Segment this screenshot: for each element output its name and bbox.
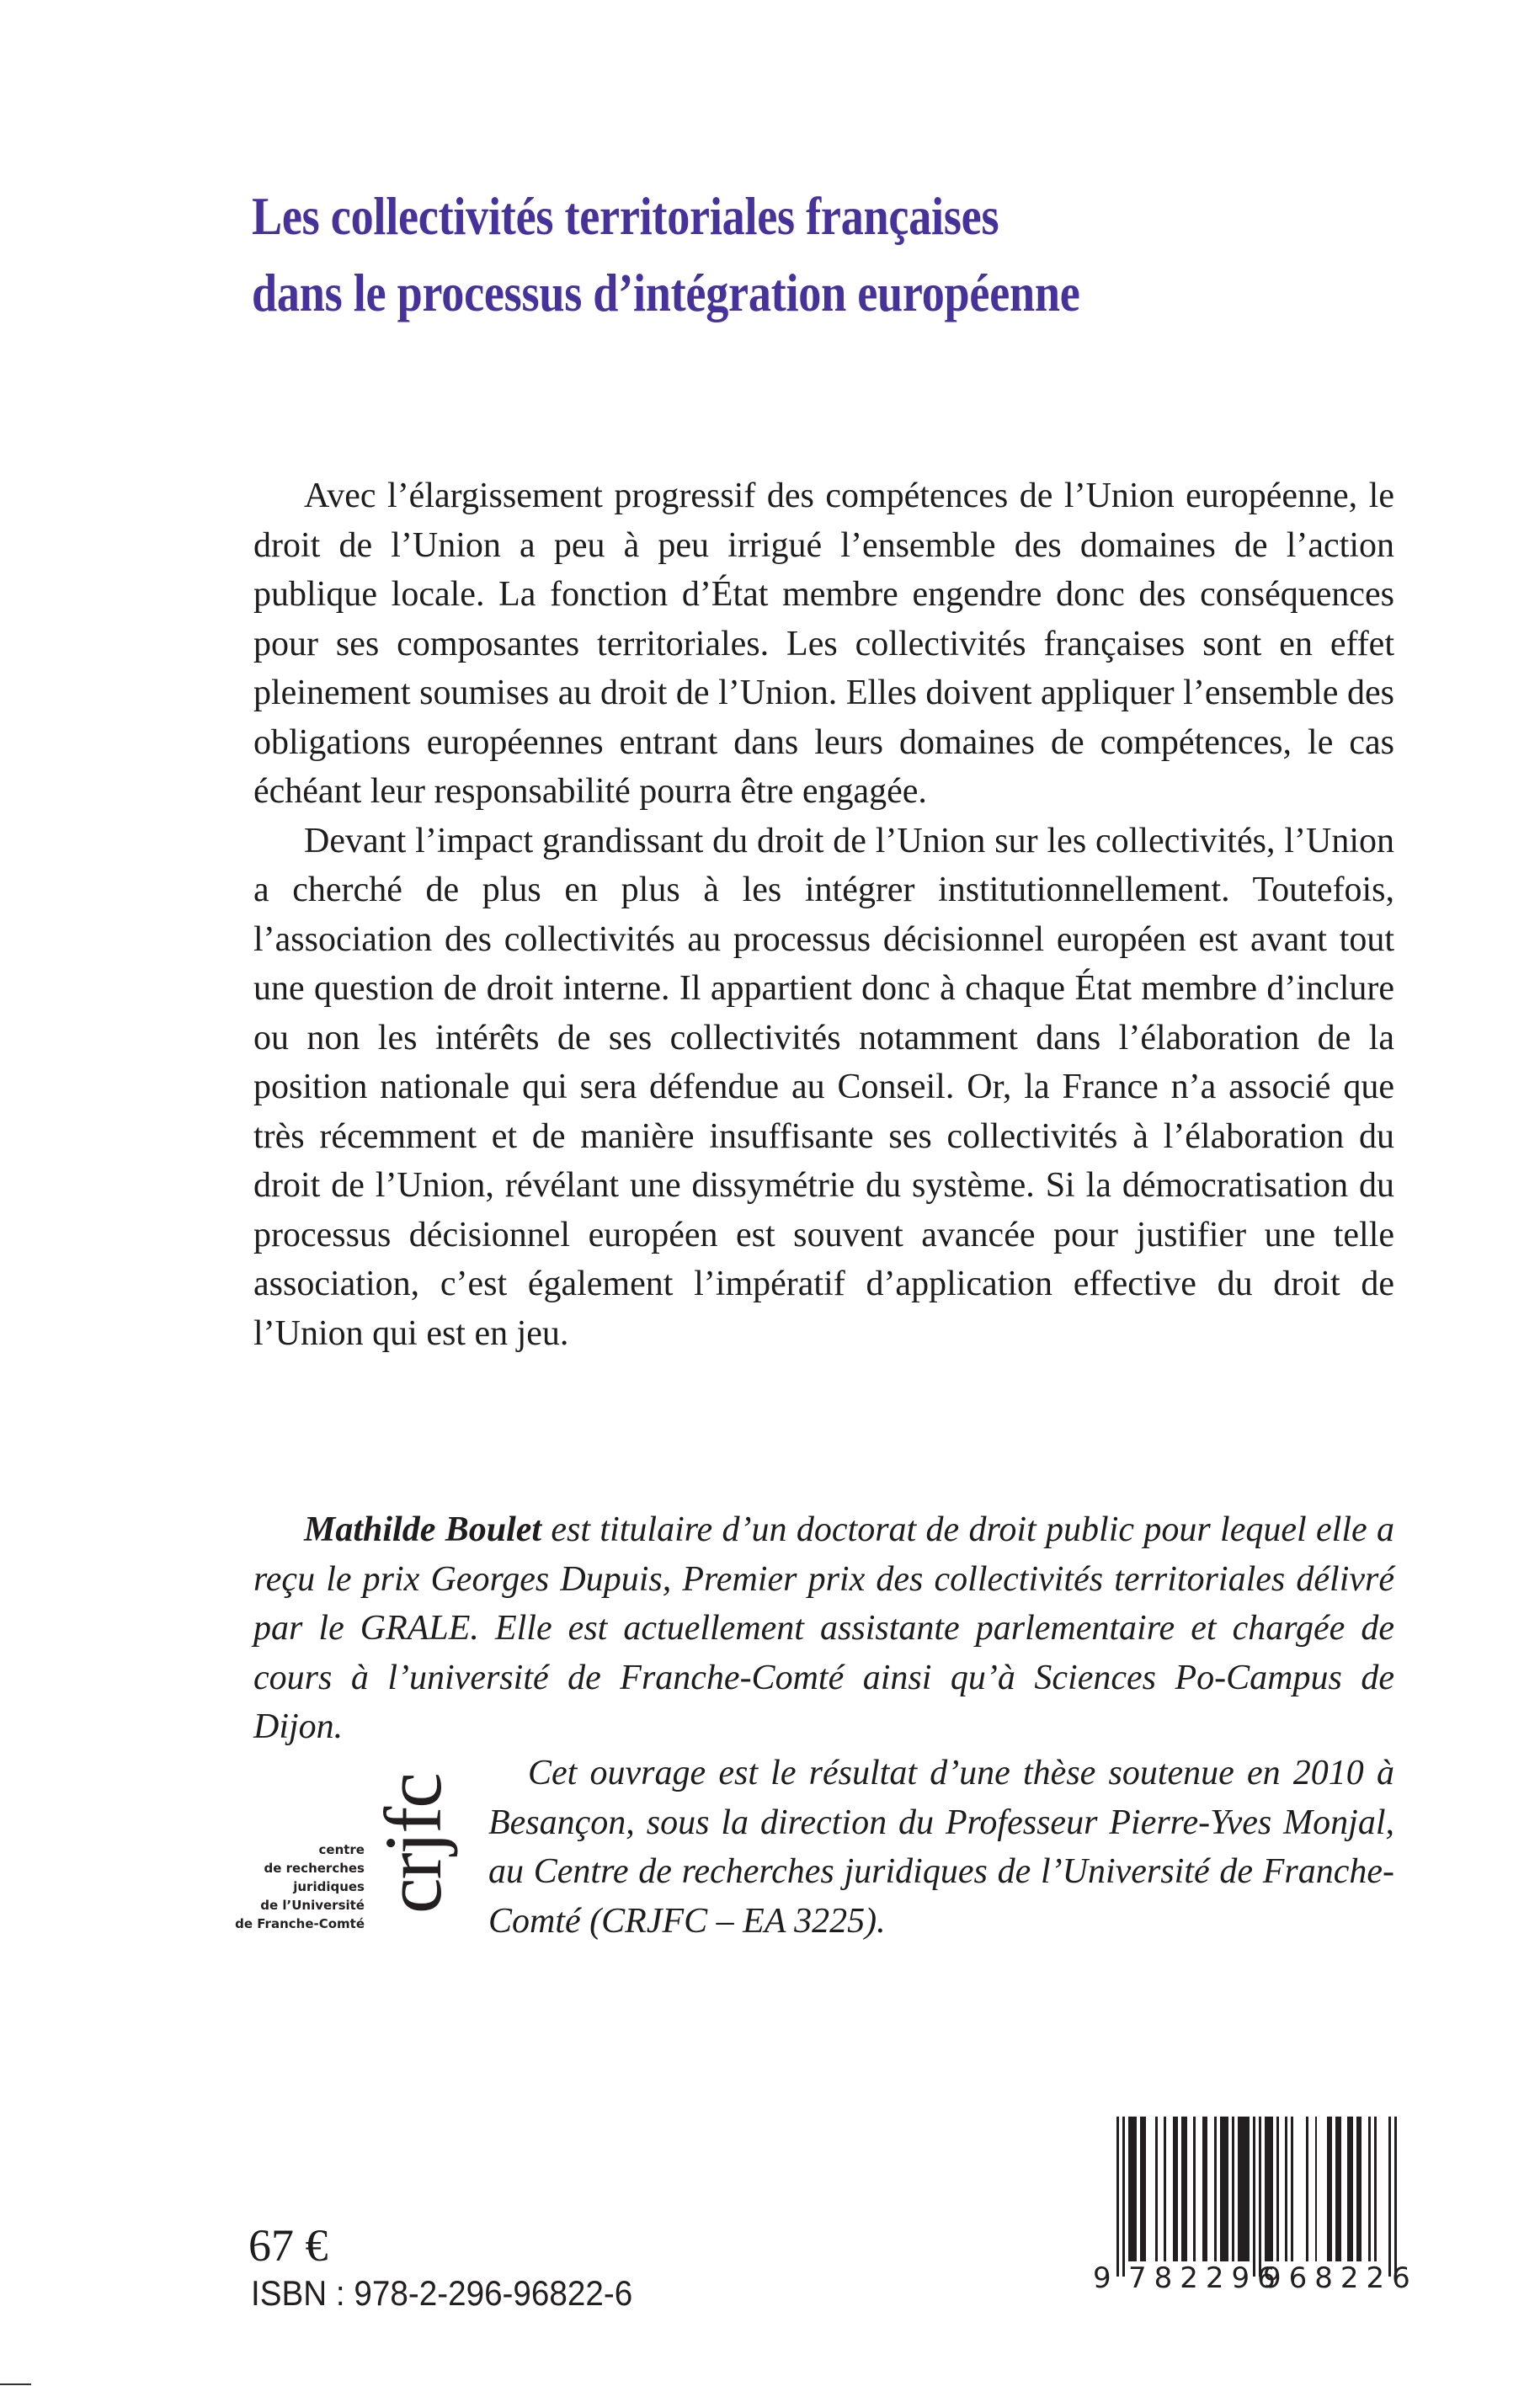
thesis-note <box>488 1749 1394 1946</box>
summary-paragraph-2: Devant l’impact grandissant du droit de l’Union sur les collectivités, l’Union a cherché de plus en plus à les intégrer institutionnellement. Toutefois, l’association des collectivités au processus décisionnel européen est avant tout une question de droit interne. Il appartient donc à chaque État membre d’inclure ou non les intérêts de ses collectivités notamment dans l’élaboration de la position nationale qui sera défendue au Conseil. Or, la France n’a associé que très récemment et de manière insuffisante ses collectivités à l’élaboration du droit de l’Union, révélant une dissymétrie du système. Si la démocratisation du processus décisionnel européen est souvent avancée pour justifier une telle association, c’est également l’impératif d’application effective du droit de l’Union qui est en jeu. <box>253 821 1394 1353</box>
author-bio-text: est titulaire d’un doctorat de droit public pour lequel elle a reçu le prix Georges Dupuis, Premier prix des collectivités territoriales délivré par le GRALE. Elle est actuellement assistante parlementaire et chargée de cours à l’université de Franche-Comté ainsi qu’à Sciences Po-Campus de Dijon. <box>253 1510 1394 1746</box>
logo-caption-line: centre <box>318 1842 365 1857</box>
barcode-bar <box>1315 2117 1318 2261</box>
isbn: ISBN : 978-2-296-96822-6 <box>251 2273 633 2313</box>
barcode-bar <box>1220 2117 1228 2261</box>
book-title-line-2: dans le processus d’intégration européenne <box>252 264 1080 322</box>
barcode-bar <box>1181 2117 1186 2261</box>
author-name: Mathilde Boulet <box>304 1510 542 1549</box>
barcode-bar <box>1164 2117 1166 2261</box>
barcode-bar <box>1335 2117 1340 2261</box>
logo-caption-line: de l’Université <box>260 1898 365 1913</box>
logo-caption-line: de recherches <box>264 1861 365 1876</box>
thesis-note-paragraph: Cet ouvrage est le résultat d’une thèse soutenue en 2010 à Besançon, sous la direction du Professeur Pierre-Yves Monjal, au Centre de recherches juridiques de l’Université de Franche-Comté (CRJFC – EA 3225). <box>488 1754 1394 1941</box>
barcode-bar <box>1116 2117 1119 2277</box>
barcode-bar <box>1368 2117 1371 2261</box>
crjfc-logo-mark: crjfc <box>368 1774 458 1914</box>
barcode-bar <box>1259 2117 1261 2277</box>
barcode-bar <box>1374 2117 1377 2261</box>
barcode-bar <box>1214 2117 1217 2261</box>
author-bio <box>253 1505 1394 1752</box>
barcode-bar <box>1265 2117 1273 2261</box>
barcode-bar <box>1285 2117 1287 2261</box>
crop-mark <box>0 2383 31 2385</box>
barcode-left-digits: 782296 <box>1128 2261 1283 2295</box>
barcode-bar <box>1394 2117 1397 2277</box>
barcode-first-digit: 9 <box>1093 2261 1111 2295</box>
barcode-bar <box>1388 2117 1391 2277</box>
crjfc-logo-caption <box>196 1840 365 1933</box>
ean13-barcode <box>1116 2117 1398 2277</box>
barcode-bar <box>1356 2117 1361 2261</box>
author-bio-paragraph <box>253 1505 1394 1752</box>
logo-caption-line: juridiques <box>293 1879 365 1894</box>
barcode-bar <box>1140 2117 1145 2261</box>
barcode-bar <box>1347 2117 1352 2261</box>
price: 67 € <box>248 2220 328 2271</box>
summary-paragraph-1: Avec l’élargissement progressif des compétences de l’Union européenne, le droit de l’Union a peu à peu irrigué l’ensemble des domaines de l’action publique locale. La fonction d’État membre engendre donc des conséquences pour ses composantes territoriales. Les collectivités françaises sont en effet pleinement soumises au droit de l’Union. Elles doivent appliquer l’ensemble des obligations européennes entrant dans leurs domaines de compétences, le cas échéant leur responsabilité pourra être engagée. <box>253 477 1394 811</box>
summary <box>253 471 1394 1358</box>
barcode-bar <box>1202 2117 1207 2261</box>
barcode-bar <box>1276 2117 1279 2261</box>
barcode-right-digits: 968226 <box>1263 2261 1418 2295</box>
barcode-bar <box>1128 2117 1137 2261</box>
barcode-bar <box>1155 2117 1158 2261</box>
barcode-bar <box>1193 2117 1196 2261</box>
barcode-bar <box>1173 2117 1178 2261</box>
barcode-bar <box>1238 2117 1249 2261</box>
barcode-bar <box>1253 2117 1255 2277</box>
barcode-bar <box>1232 2117 1234 2261</box>
logo-caption-line: de Franche-Comté <box>235 1916 365 1931</box>
book-title <box>252 178 1266 332</box>
barcode-bar <box>1327 2117 1332 2261</box>
barcode-bar <box>1306 2117 1308 2261</box>
barcode-bar <box>1122 2117 1125 2277</box>
book-title-line-1: Les collectivités territoriales françaises <box>252 187 999 246</box>
barcode-bar <box>1291 2117 1293 2261</box>
